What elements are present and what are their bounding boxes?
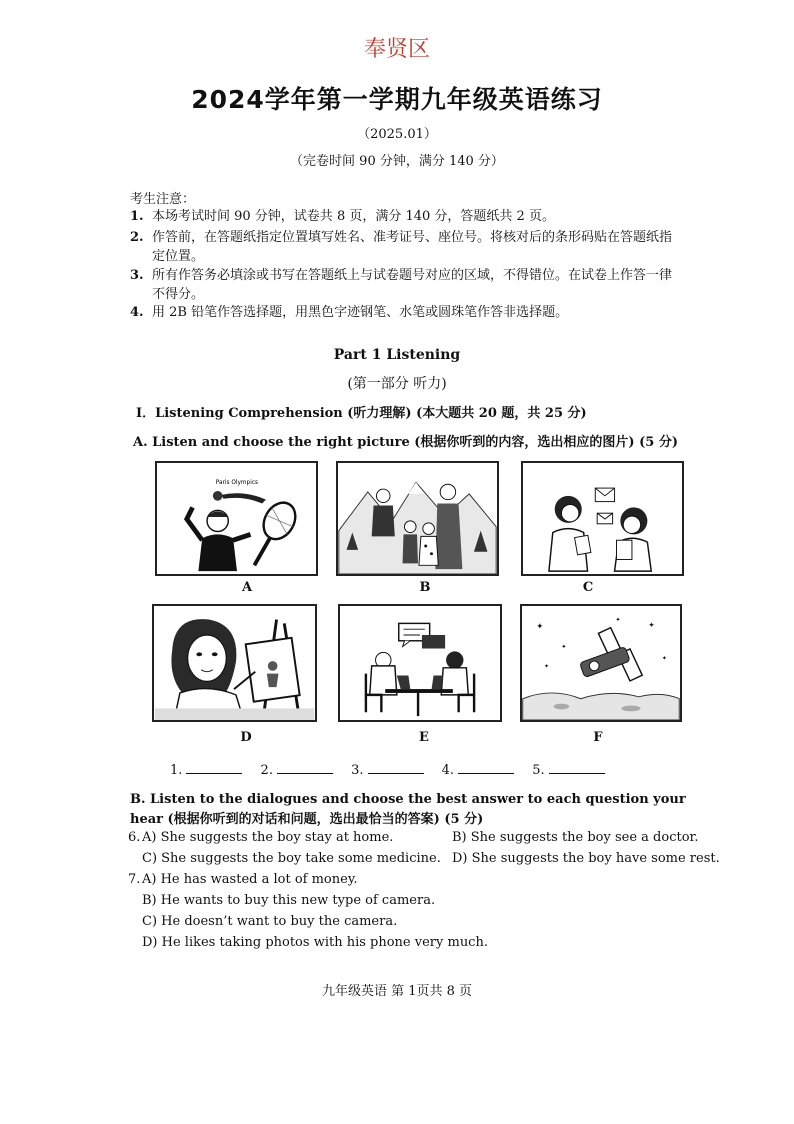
tennis-player-illustration	[157, 463, 316, 574]
picture-label-d: D	[240, 730, 252, 745]
question-number: 7.	[128, 872, 141, 887]
svg-text:✦: ✦	[561, 644, 567, 651]
notice-item-text: 用 2B 铅笔作答选择题，用黑色字迹钢笔、水笔或圆珠笔作答非选择题。	[152, 305, 569, 320]
section-i-heading: I．Listening Comprehension (听力理解) (本大题共 20 题，共 25 分)	[136, 406, 587, 421]
notice-item-text: 本场考试时间 90 分钟，试卷共 8 页，满分 140 分，答题纸共 2 页。	[152, 209, 555, 224]
option-6c[interactable]: C) She suggests the boy take some medicine.	[142, 851, 441, 866]
girl-painting-illustration	[154, 606, 315, 720]
blank-number: 2.	[260, 763, 273, 778]
question-number: 6.	[128, 830, 141, 845]
option-7d[interactable]: D) He likes taking photos with his phone very much.	[142, 935, 488, 950]
notice-item	[130, 266, 678, 304]
option-6d[interactable]: D) She suggests the boy have some rest.	[452, 851, 720, 866]
svg-text:✦: ✦	[536, 622, 544, 633]
section-a-heading: A. Listen and choose the right picture (根据你听到的内容，选出相应的图片) (5 分)	[133, 435, 678, 450]
notice-item	[130, 303, 678, 322]
notice-item-number: 4.	[130, 305, 144, 320]
blank-number: 5.	[532, 763, 545, 778]
exam-time-note: （完卷时间 90 分钟，满分 140 分）	[290, 154, 504, 169]
option-6b[interactable]: B) She suggests the boy see a doctor.	[452, 830, 699, 845]
exam-date: （2025.01）	[357, 127, 437, 142]
svg-text:✦: ✦	[648, 620, 655, 630]
space-station-illustration	[522, 606, 680, 720]
option-7a[interactable]: A) He has wasted a lot of money.	[142, 872, 358, 887]
picture-label-f: F	[593, 730, 603, 745]
picture-label-a: A	[241, 580, 253, 595]
notice-item-number: 1.	[130, 209, 144, 224]
section-b-heading: B. Listen to the dialogues and choose the best answer to each question your hear (根据你听到的对话和问题，选出最恰当的答案) (5 分)	[130, 792, 686, 827]
picture-label-c: C	[582, 580, 594, 595]
svg-text:✦: ✦	[615, 617, 621, 624]
notice-item-number: 2.	[130, 230, 144, 245]
notice-item-number: 3.	[130, 268, 144, 283]
blank-number: 1.	[170, 763, 183, 778]
picture-d	[152, 604, 317, 722]
page-footer: 九年级英语 第 1页共 8 页	[321, 984, 473, 999]
answer-blank[interactable]	[532, 761, 604, 778]
answer-blank[interactable]	[261, 761, 333, 778]
picture-label-e: E	[419, 730, 429, 745]
picture-b	[336, 461, 499, 576]
picture-e	[338, 604, 502, 722]
two-women-writing-illustration	[523, 463, 682, 574]
blank-number: 4.	[441, 763, 455, 778]
picture-c	[521, 461, 684, 576]
exam-title: 2024学年第一学期九年级英语练习	[191, 85, 603, 114]
district-label: 奉贤区	[363, 37, 430, 62]
part-heading: Part 1 Listening	[333, 347, 461, 363]
picture-a-caption: Paris Olympics	[215, 480, 259, 487]
notice-item-text: 所有作答务必填涂或书写在答题纸上与试卷题号对应的区域，不得错位。在试卷上作答一律不得分。	[152, 268, 673, 302]
notice-item	[130, 207, 678, 226]
option-7b[interactable]: B) He wants to buy this new type of camera.	[142, 893, 436, 908]
svg-text:✦: ✦	[544, 663, 549, 670]
blank-number: 3.	[351, 763, 364, 778]
notice-heading: 考生注意：	[130, 192, 196, 207]
answer-blanks	[170, 761, 619, 778]
option-6a[interactable]: A) She suggests the boy stay at home.	[142, 830, 394, 845]
picture-label-b: B	[419, 580, 431, 595]
picture-f	[520, 604, 682, 722]
notice-item-text: 作答前，在答题纸指定位置填写姓名、准考证号、座位号。将核对后的条形码贴在答题纸指定位置。	[152, 230, 673, 264]
part-subheading: (第一部分 听力)	[347, 376, 447, 392]
family-hiking-illustration	[338, 463, 497, 574]
answer-blank[interactable]	[351, 761, 423, 778]
notice-item	[130, 228, 678, 266]
answer-blank[interactable]	[170, 761, 242, 778]
answer-blank[interactable]	[442, 761, 514, 778]
online-meeting-illustration	[340, 606, 500, 720]
option-7c[interactable]: C) He doesn’t want to buy the camera.	[142, 914, 398, 929]
svg-text:✦: ✦	[661, 656, 667, 663]
picture-a	[155, 461, 318, 576]
